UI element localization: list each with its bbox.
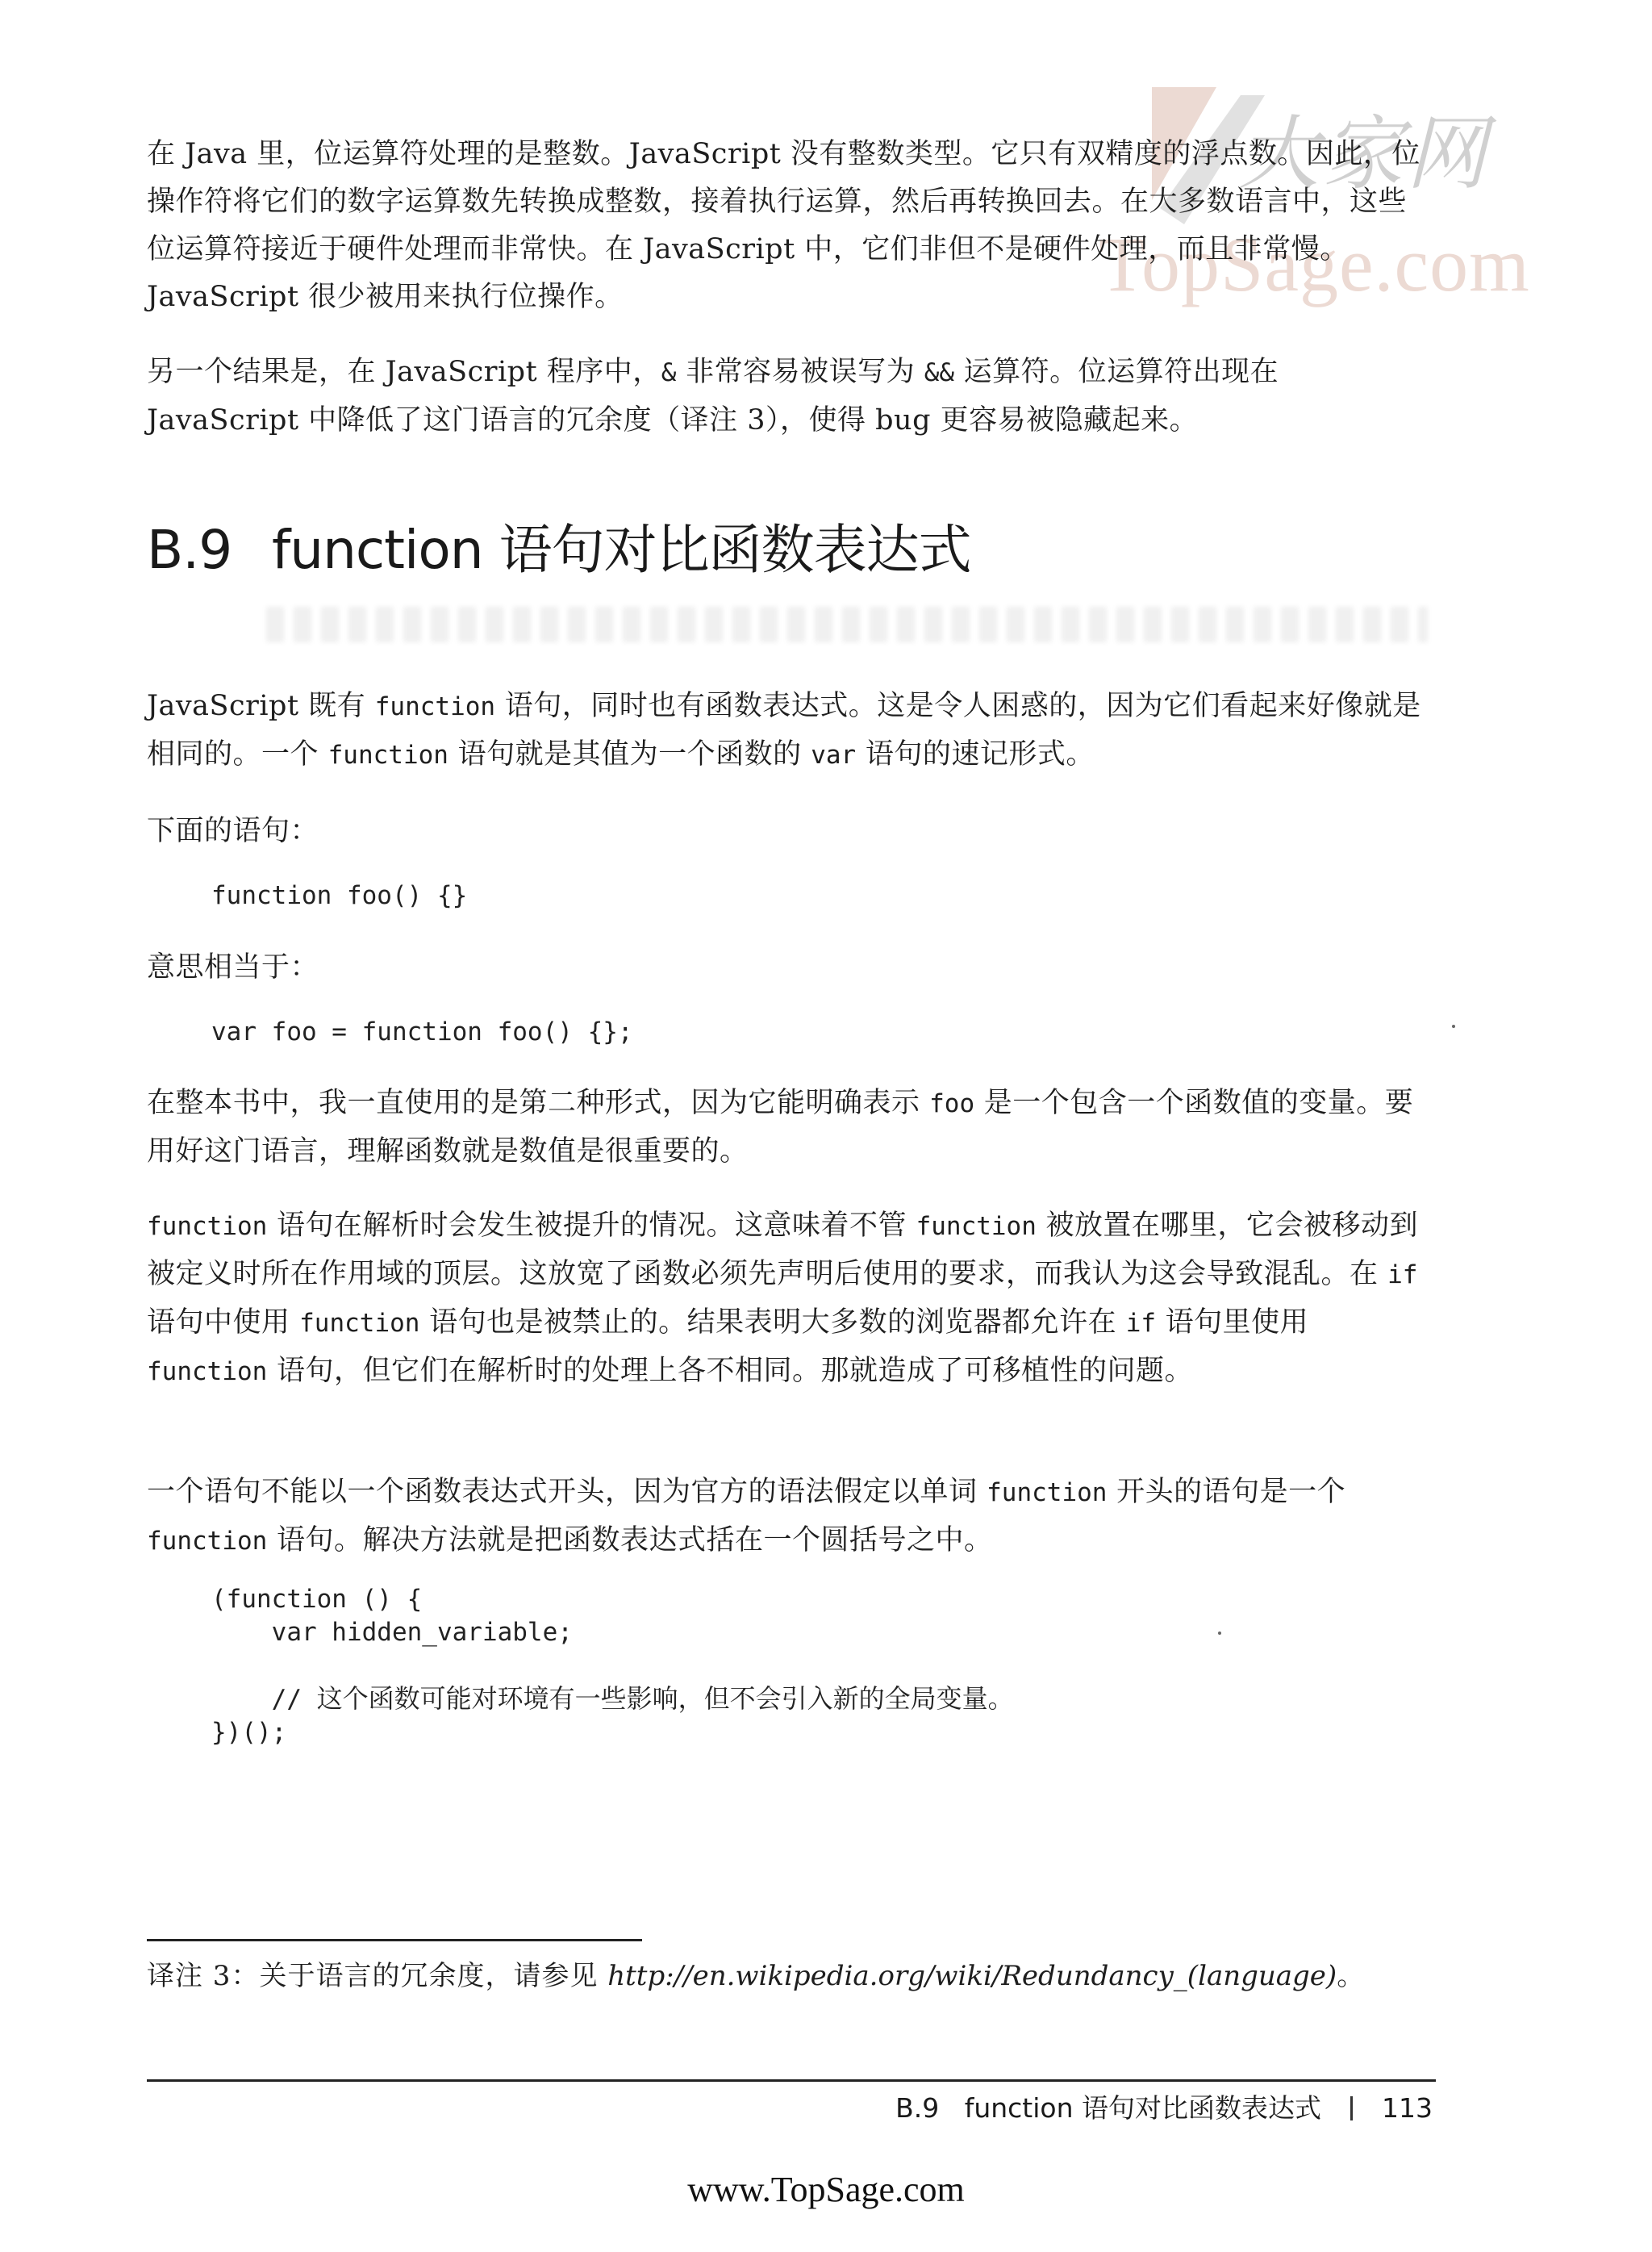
running-footer: [895, 2088, 1433, 2129]
paragraph-expression-start: 一个语句不能以一个函数表达式开头，因为官方的语法假定以单词 function 开头的语句是一个 function 语句。解决方法就是把函数表达式括在一个圆括号之中。: [147, 1476, 1346, 1556]
site-url: www.TopSage.com: [687, 2170, 965, 2209]
paragraph-intro: JavaScript 既有 function 语句，同时也有函数表达式。这是令人困惑的，因为它们看起来好像就是相同的。一个 function 语句就是其值为一个函数的 var 语句的速记形式。: [147, 690, 1421, 771]
footer-rule: [147, 2079, 1436, 2082]
paragraph-second-form: 在整本书中，我一直使用的是第二种形式，因为它能明确表示 foo 是一个包含一个函数值的变量。要用好这门语言，理解函数就是数值是很重要的。: [147, 1087, 1414, 1168]
code-function-statement: function foo() {}: [211, 881, 468, 910]
bleed-through-text: [266, 607, 1428, 642]
paragraph-following: 下面的语句：: [147, 815, 319, 847]
code-line: var hidden_variable;: [211, 1618, 573, 1647]
scan-speck: [1452, 1025, 1455, 1028]
paragraph-bitwise: 在 Java 里，位运算符处理的是整数。JavaScript 没有整数类型。它只有双精度的浮点数。因此，位操作符将它们的数字运算数先转换成整数，接着执行运算，然后再转换回去。在大多数语言中，这些位运算符接近于硬件处理而非常快。在 JavaScript 中，它们非但不是硬件处理，而且非常慢。JavaScript 很少被用来执行位操作。: [147, 138, 1420, 313]
footer-section-number: B.9: [895, 2092, 940, 2124]
page-number: 113: [1382, 2092, 1433, 2124]
paragraph-hoisting: function 语句在解析时会发生被提升的情况。这意味着不管 function 被放置在哪里，它会被移动到被定义时所在作用域的顶层。这放宽了函数必须先声明后使用的要求，而我认为这会导致混乱。在 if 语句中使用 function 语句也是被禁止的。结果表明大多数的浏览器都允许在 if 语句里使用 function 语句，但它们在解析时的处理上各不相同。那就造成了可移植性的问题。: [147, 1210, 1419, 1387]
code-line: })();: [211, 1718, 287, 1747]
code-var-expression: var foo = function foo() {};: [211, 1017, 633, 1047]
section-title: function 语句对比函数表达式: [272, 519, 971, 581]
footnote: 译注 3：关于语言的冗余度，请参见 http://en.wikipedia.org/wiki/Redundancy_(language)。: [147, 1960, 1366, 1992]
section-heading: [147, 518, 971, 583]
section-number: B.9: [147, 519, 232, 581]
footer-section-title: function 语句对比函数表达式: [964, 2092, 1321, 2124]
paragraph-equivalent: 意思相当于：: [147, 951, 319, 984]
paragraph-bitwise-result: 另一个结果是，在 JavaScript 程序中，& 非常容易被误写为 && 运算符。位运算符出现在 JavaScript 中降低了这门语言的冗余度（译注 3），使得 bug 更容易被隐藏起来。: [147, 356, 1279, 437]
watermark-cn: 大家网: [1238, 107, 1490, 201]
footer-separator: [1350, 2096, 1353, 2120]
code-line: (function () {: [211, 1585, 423, 1614]
code-line: // 这个函数可能对环境有一些影响，但不会引入新的全局变量。: [211, 1683, 1014, 1714]
footnote-rule: [147, 1939, 642, 1941]
watermark-en: TopSage.com: [1099, 221, 1530, 307]
code-iife: [211, 1583, 1014, 1749]
scan-speck: [1218, 1632, 1221, 1635]
code-comment: 这个函数可能对环境有一些影响，但不会引入新的全局变量。: [316, 1683, 1014, 1714]
footnote-url: http://en.wikipedia.org/wiki/Redundancy_(language): [607, 1960, 1337, 1992]
